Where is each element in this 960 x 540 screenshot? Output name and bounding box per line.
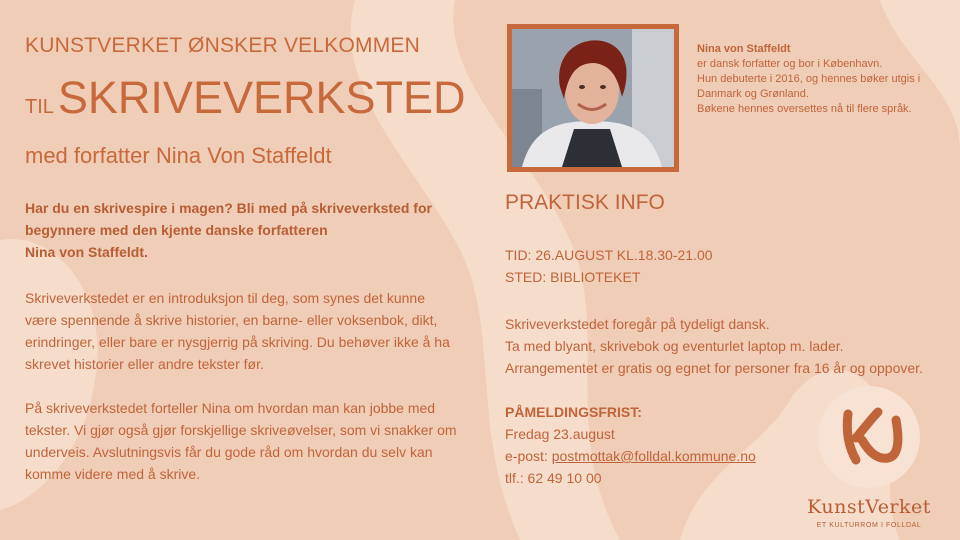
kunstverket-logo-icon [818,386,920,488]
paragraph-line: komme videre med å skrive. [25,466,201,482]
paragraph-line: Skriveverkstedet er en introduksjon til deg, som synes det kunne [25,290,425,306]
intro-line: Har du en skrivespire i magen? Bli med på skriveverksted for [25,200,432,216]
note-line: Arrangementet er gratis og egnet for personer fra 16 år og oppover. [505,360,923,376]
email-prefix: e-post: [505,448,552,464]
email-link[interactable]: postmottak@folldal.kommune.no [551,448,756,464]
registration-deadline: Fredag 23.august [505,426,615,442]
author-portrait-illustration [512,29,674,167]
paragraph-line: erindringer, eller bare er nysgjerrig på skriving. Du behøver ikke å ha [25,334,450,350]
paragraph-line: skrevet historier eller andre tekster før. [25,356,264,372]
logo-name: KunstVerket [807,496,931,518]
author-photo [512,29,674,167]
registration-label: PÅMELDINGSFRIST: [505,404,642,420]
paragraph-line: være spennende å skrive historier, en barne- eller voksenbok, dikt, [25,312,438,328]
intro-line: Nina von Staffeldt. [25,244,148,260]
author-photo-frame [507,24,679,172]
bio-line: Danmark og Grønland. [697,88,809,100]
paragraph-line: På skriveverkstedet forteller Nina om hvordan man kan jobbe med [25,400,436,416]
event-place: STED: BIBLIOTEKET [505,269,641,285]
note-line: Ta med blyant, skrivebok og eventurlet laptop m. lader. [505,338,844,354]
author-name: Nina von Staffeldt [697,43,791,55]
bio-line: er dansk forfatter og bor i København. [697,58,883,70]
bio-line: Bøkene hennes oversettes nå til flere språk. [697,103,912,115]
practical-info-heading: PRAKTISK INFO [505,191,665,214]
event-time: TID: 26.AUGUST KL.18.30-21.00 [505,247,713,263]
subtitle: med forfatter Nina Von Staffeldt [25,143,332,168]
logo-tagline: ET KULTURROM I FOLLDAL [816,522,922,529]
page-title: SKRIVEVERKSTED [57,72,466,123]
description-paragraph-1 [25,287,485,375]
paragraph-line: tekster. Vi gjør også gjør forskjellige skriveøvelser, som vi snakker om [25,422,457,438]
time-place-block [505,244,945,288]
description-paragraph-2 [25,397,485,485]
welcome-heading: KUNSTVERKET ØNSKER VELKOMMEN [25,34,420,57]
phone-number: tlf.: 62 49 10 00 [505,470,602,486]
author-bio [697,42,947,117]
paragraph-line: underveis. Avslutningsvis får du gode råd om hvordan du selv kan [25,444,433,460]
bio-line: Hun debuterte i 2016, og hennes bøker utgis i [697,73,921,85]
title-prefix: TIL [25,96,54,118]
intro-line: begynnere med den kjente danske forfatteren [25,222,328,238]
practical-notes [505,313,945,379]
intro-text [25,197,485,263]
title-row [25,72,466,124]
note-line: Skriveverkstedet foregår på tydeligt dansk. [505,316,770,332]
